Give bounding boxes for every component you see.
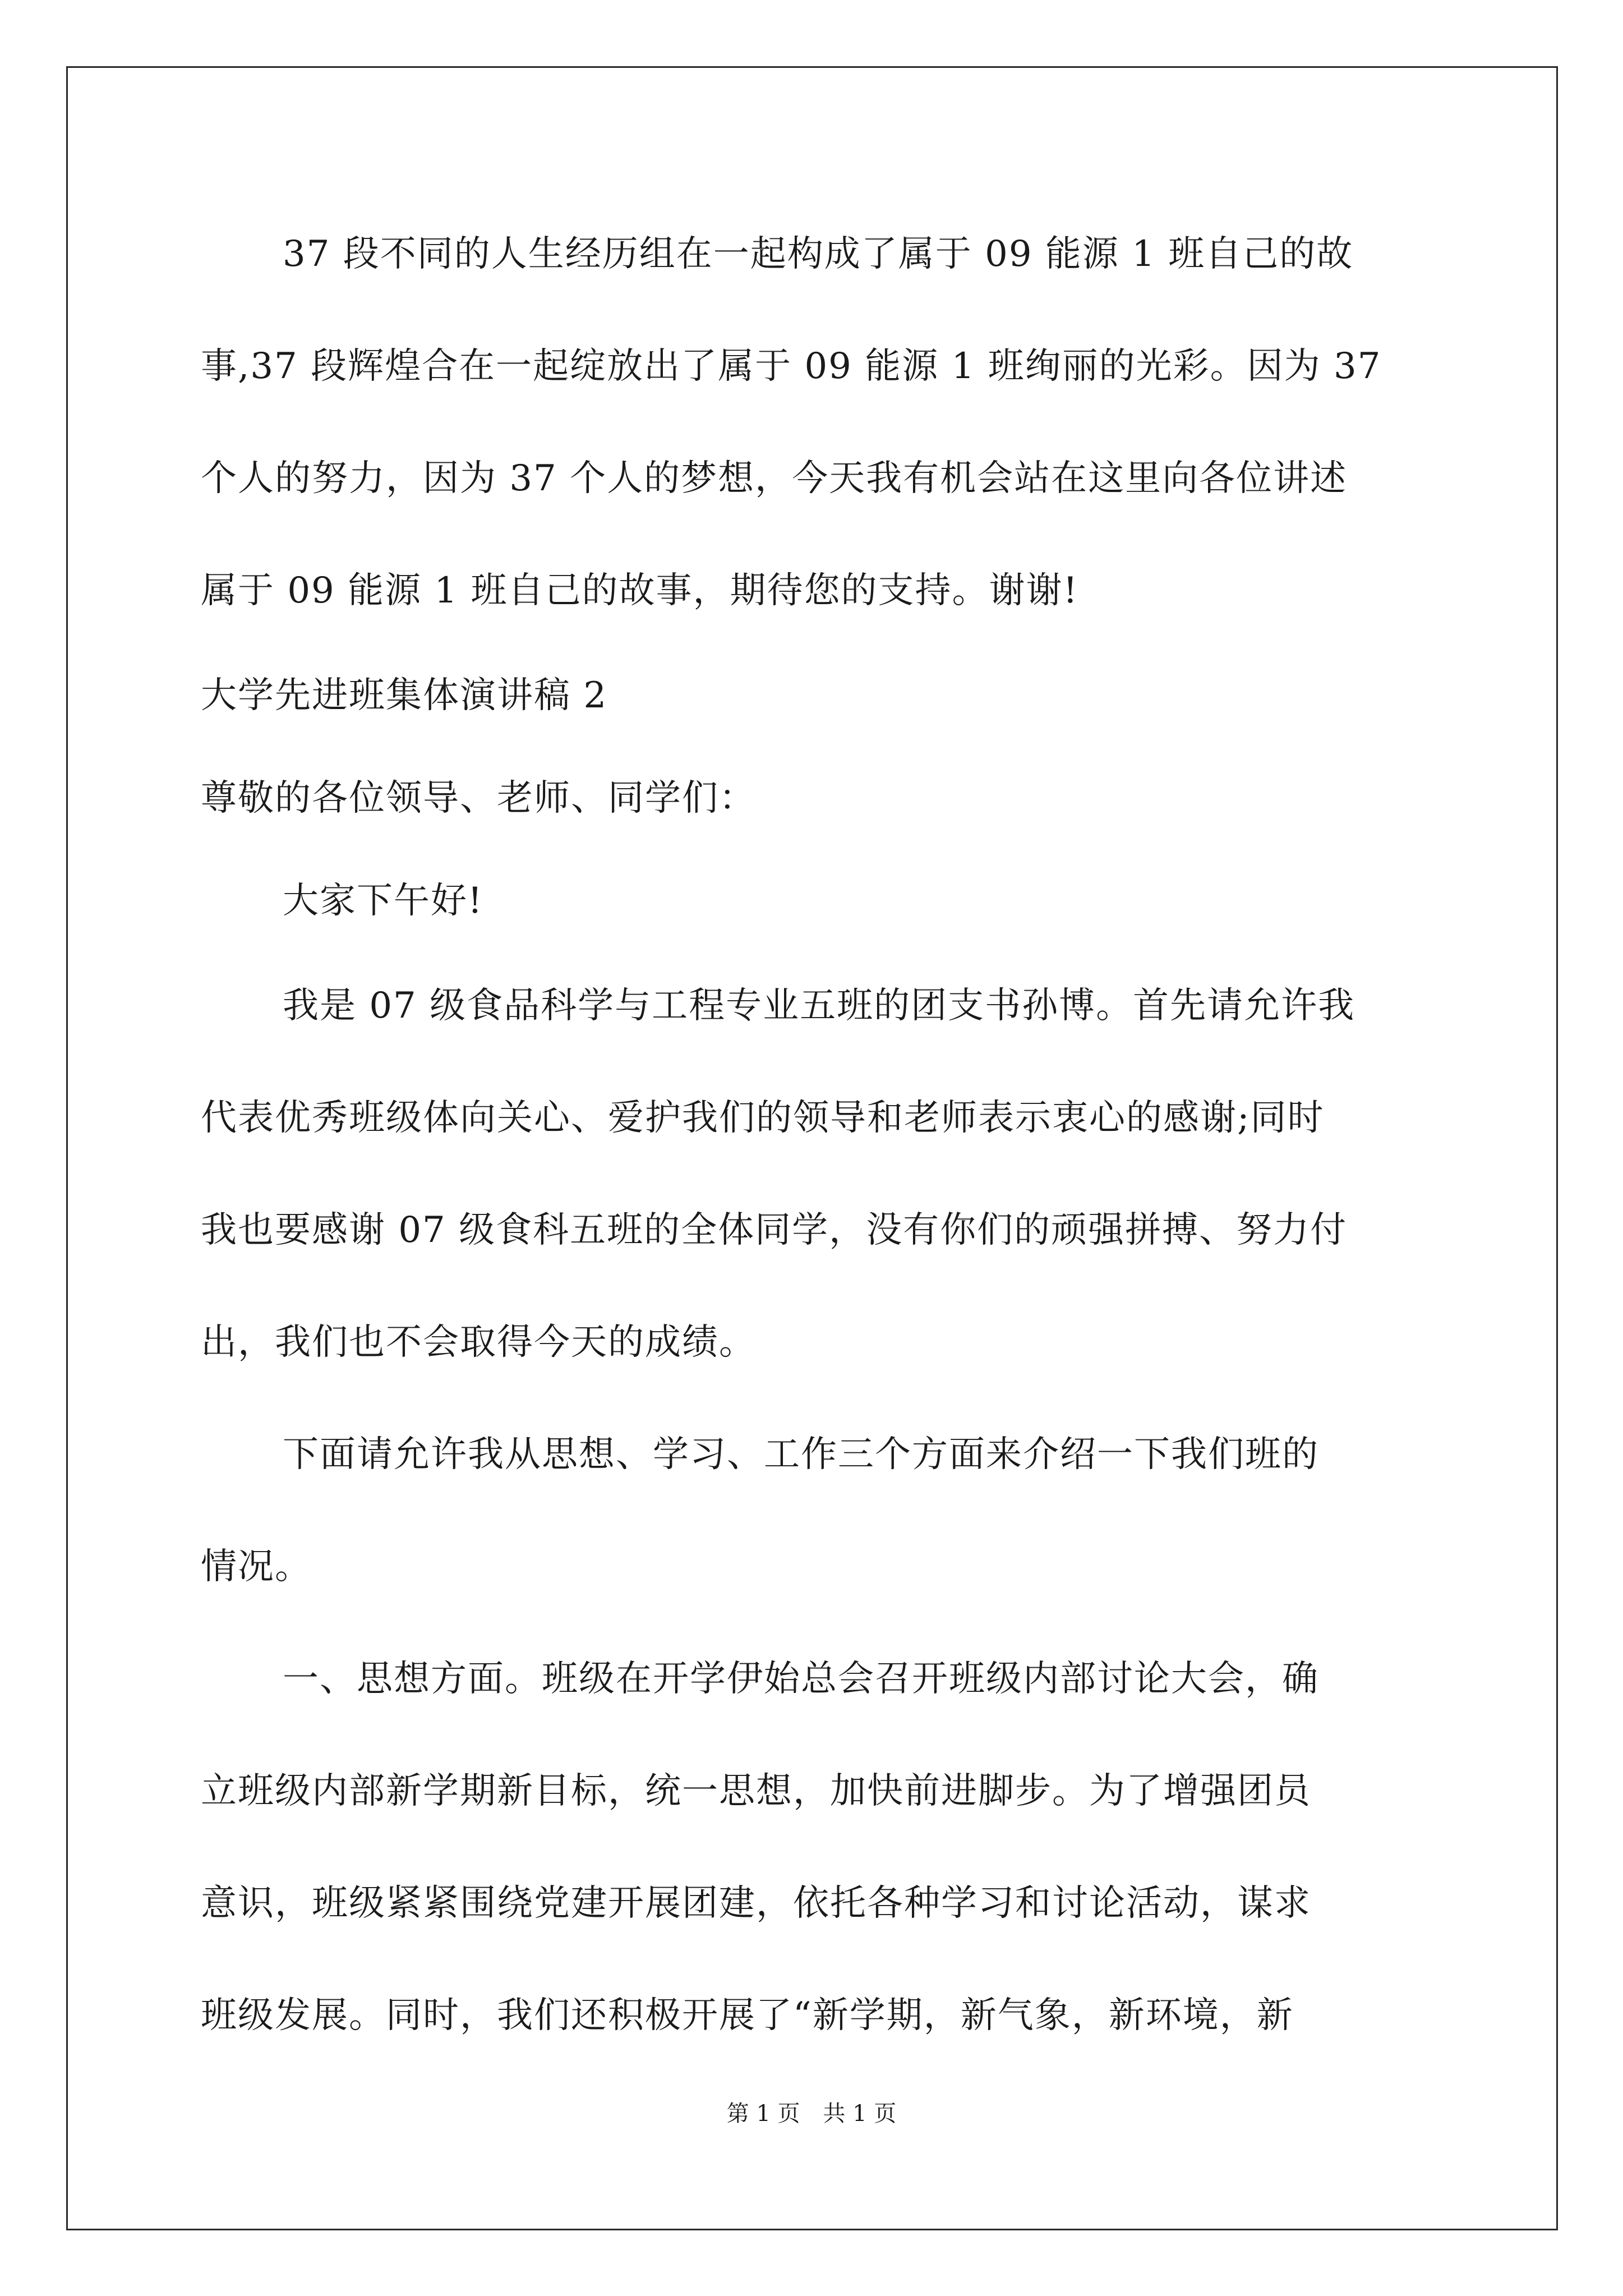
paragraph-line: 37 段不同的人生经历组在一起构成了属于 09 能源 1 班自己的故: [283, 233, 1354, 275]
paragraph-line: 我也要感谢 07 级食科五班的全体同学，没有你们的顽强拼搏、努力付: [201, 1209, 1348, 1251]
paragraph-line: 意识，班级紧紧围绕党建开展团建，依托各种学习和讨论活动，谋求: [201, 1883, 1311, 1924]
section-heading: 大学先进班集体演讲稿 2: [201, 675, 608, 716]
paragraph-line: 属于 09 能源 1 班自己的故事，期待您的支持。谢谢!: [201, 570, 1079, 611]
paragraph-line: 个人的努力，因为 37 个人的梦想，今天我有机会站在这里向各位讲述: [201, 458, 1348, 499]
paragraph-line: 事,37 段辉煌合在一起绽放出了属于 09 能源 1 班绚丽的光彩。因为 37: [201, 346, 1382, 387]
paragraph-line: 出，我们也不会取得今天的成绩。: [201, 1322, 756, 1363]
paragraph-line: 下面请允许我从思想、学习、工作三个方面来介绍一下我们班的: [283, 1434, 1319, 1475]
page-number-total: 共 1 页: [823, 2101, 897, 2127]
paragraph-line: 立班级内部新学期新目标，统一思想，加快前进脚步。为了增强团员: [201, 1770, 1311, 1812]
page-footer: [0, 2097, 1623, 2131]
paragraph-line: 情况。: [201, 1546, 312, 1588]
page-number-current: 第 1 页: [726, 2101, 800, 2127]
paragraph-line: 班级发展。同时，我们还积极开展了“新学期，新气象，新环境，新: [201, 1995, 1294, 2036]
paragraph-line: 一、思想方面。班级在开学伊始总会召开班级内部讨论大会，确: [283, 1658, 1319, 1700]
greeting: 大家下午好!: [283, 880, 483, 922]
salutation: 尊敬的各位领导、老师、同学们：: [201, 777, 756, 819]
paragraph-line: 代表优秀班级体向关心、爱护我们的领导和老师表示衷心的感谢;同时: [201, 1097, 1325, 1139]
paragraph-line: 我是 07 级食品科学与工程专业五班的团支书孙博。首先请允许我: [283, 985, 1355, 1027]
